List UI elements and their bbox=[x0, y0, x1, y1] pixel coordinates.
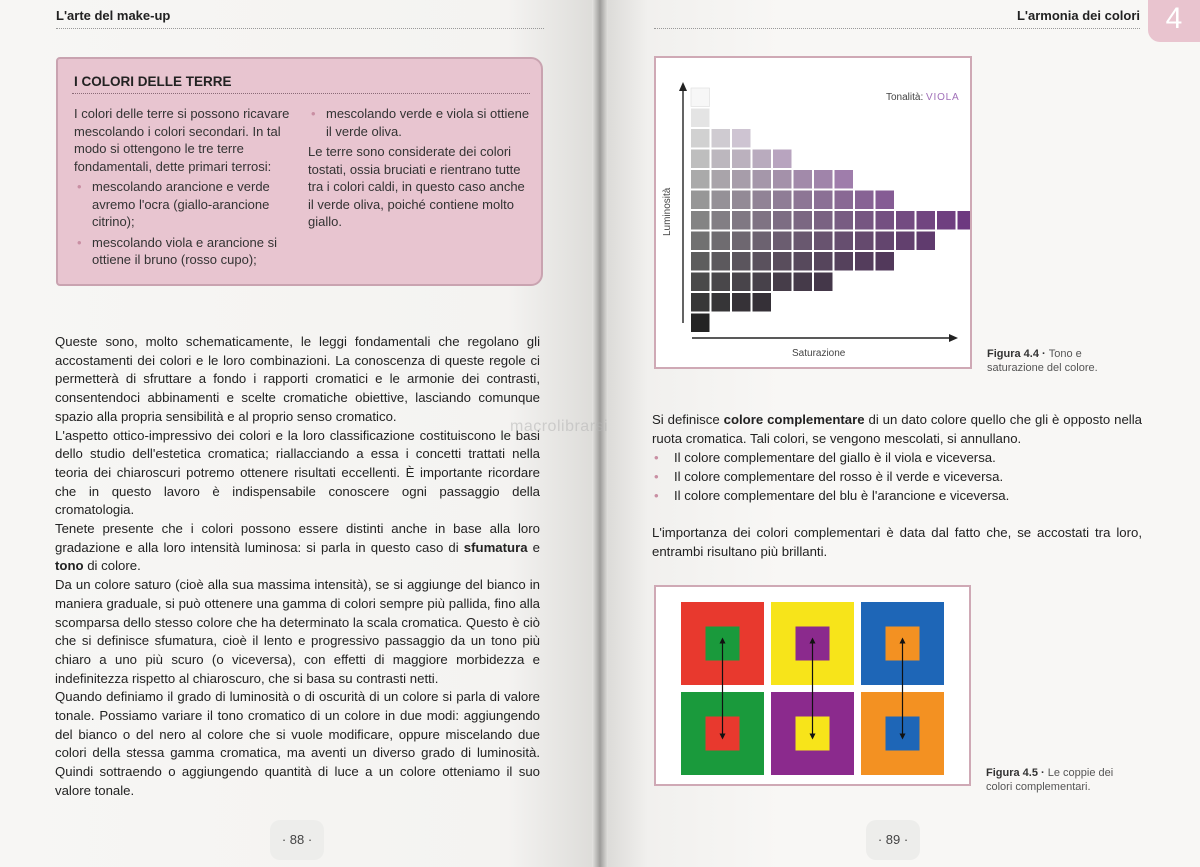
color-swatch bbox=[691, 252, 710, 271]
body-text-right bbox=[652, 410, 1142, 561]
x-axis-arrow-icon bbox=[949, 334, 958, 342]
paragraph: Da un colore saturo (cioè alla sua massima intensità), se si aggiunge del bianco in maniera graduale, si può ottenere una gamma di colori sempre più pallida, fino alla scomparsa dello stesso colore che ha determinato la scala cromatica. Questo è ciò che si definisce sfumatura, cioè il lento e progressivo passaggio da un tono più chiaro a uno più scuro (o viceversa), con effetti di maggiore morbidezza e indefinitezza rispetto al chiaroscuro, che si basa su contrasti netti. bbox=[55, 577, 540, 686]
y-axis-arrow-icon bbox=[679, 82, 687, 91]
color-swatch bbox=[876, 191, 895, 210]
color-swatch bbox=[712, 232, 731, 251]
body-text-left bbox=[55, 333, 540, 801]
list-item: • Il colore complementare del blu è l'arancione e viceversa. bbox=[652, 486, 1142, 505]
color-swatch bbox=[794, 232, 813, 251]
pairs-group bbox=[681, 602, 944, 775]
color-swatch bbox=[732, 252, 751, 271]
color-swatch bbox=[753, 211, 772, 230]
color-swatch bbox=[753, 170, 772, 189]
color-swatch bbox=[773, 150, 792, 169]
box-bullet: • mescolando verde e viola si ottiene il verde oliva. bbox=[308, 105, 530, 140]
color-swatch bbox=[896, 211, 915, 230]
color-swatch bbox=[794, 252, 813, 271]
color-swatch bbox=[712, 211, 731, 230]
color-swatch bbox=[732, 293, 751, 312]
color-swatch bbox=[753, 252, 772, 271]
color-swatch bbox=[773, 232, 792, 251]
running-head-left: L'arte del make-up bbox=[56, 8, 171, 23]
color-swatch bbox=[712, 150, 731, 169]
header-rule bbox=[654, 28, 1140, 29]
color-swatch bbox=[691, 232, 710, 251]
paragraph: Si definisce colore complementare di un dato colore quello che gli è opposto nella ruota cromatica. Tali colori, se vengono mescolati, si annullano. bbox=[652, 412, 1143, 446]
color-swatch bbox=[732, 232, 751, 251]
box-bullet: • mescolando viola e arancione si ottiene il bruno (rosso cupo); bbox=[74, 234, 296, 269]
left-page bbox=[0, 0, 598, 867]
color-swatch bbox=[732, 129, 751, 148]
color-swatch bbox=[712, 191, 731, 210]
color-swatch bbox=[876, 232, 895, 251]
color-swatch bbox=[814, 170, 833, 189]
color-swatch bbox=[753, 150, 772, 169]
box-bullet: • mescolando arancione e verde avremo l'ocra (giallo-arancione citrino); bbox=[74, 178, 296, 231]
info-box-colori-terre bbox=[56, 57, 543, 286]
header-rule bbox=[56, 28, 544, 29]
color-swatch bbox=[855, 252, 874, 271]
color-swatch bbox=[691, 191, 710, 210]
paragraph: Tenete presente che i colori possono essere distinti anche in base alla loro gradazione e alla loro intensità luminosa: si parla in questo caso di sfumatura e tono di colore. bbox=[55, 521, 540, 574]
color-swatch bbox=[835, 191, 854, 210]
paragraph: Queste sono, molto schematicamente, le leggi fondamentali che regolano gli accostamenti dei colori e le loro combinazioni. La conoscenza di queste regole ci permetterà di sfruttare a fondo i rapporti cromatici e le armonie dei contrasti, consentendoci abbinamenti e scelte cromatiche obiettive, lasciando comunque spazio alla propria sensibilità e al proprio senso cromatico. bbox=[55, 334, 540, 424]
tone-saturation-chart bbox=[656, 58, 970, 367]
running-head-right: L'armonia dei colori bbox=[1016, 8, 1140, 23]
box-intro: I colori delle terre si possono ricavare mescolando i colori secondari. In tal modo si ottengono le tre terre fondamentali, dette primari terrosi: bbox=[74, 106, 290, 174]
color-swatch bbox=[712, 293, 731, 312]
bold-term: tono bbox=[55, 558, 84, 574]
color-swatch bbox=[876, 252, 895, 271]
bold-term: sfumatura bbox=[463, 539, 528, 555]
color-swatch bbox=[835, 252, 854, 271]
color-swatch bbox=[794, 170, 813, 189]
color-swatch bbox=[691, 211, 710, 230]
color-swatch bbox=[732, 191, 751, 210]
color-swatch bbox=[855, 211, 874, 230]
color-swatch bbox=[691, 293, 710, 312]
color-swatch bbox=[691, 129, 710, 148]
color-swatch bbox=[917, 211, 936, 230]
list-item: • Il colore complementare del giallo è il viola e viceversa. bbox=[652, 448, 1142, 467]
color-swatch bbox=[753, 191, 772, 210]
page-number-left: · 88 · bbox=[270, 820, 324, 860]
color-swatch bbox=[794, 211, 813, 230]
color-swatch bbox=[732, 211, 751, 230]
box-column-2 bbox=[308, 105, 530, 231]
x-axis-label: Saturazione bbox=[792, 348, 846, 359]
color-swatch bbox=[835, 211, 854, 230]
color-swatch bbox=[773, 252, 792, 271]
paragraph: L'importanza dei colori complementari è data dal fatto che, se accostati tra loro, entrambi risultano più brillanti. bbox=[652, 525, 1142, 559]
color-swatch bbox=[814, 191, 833, 210]
color-swatch bbox=[937, 211, 956, 230]
color-swatch bbox=[814, 273, 833, 292]
color-swatch bbox=[794, 273, 813, 292]
color-swatch bbox=[691, 109, 710, 128]
color-swatch bbox=[896, 232, 915, 251]
color-swatch bbox=[691, 170, 710, 189]
figure-caption-4-4: Figura 4.4 · Tono e saturazione del colore. bbox=[987, 348, 1098, 374]
y-axis-label: Luminosità bbox=[662, 187, 673, 236]
color-swatch bbox=[753, 273, 772, 292]
color-swatch bbox=[753, 293, 772, 312]
box-title: I COLORI DELLE TERRE bbox=[74, 74, 232, 89]
color-swatch bbox=[691, 314, 710, 333]
color-swatch bbox=[876, 211, 895, 230]
tonality-label: Tonalità: VIOLA bbox=[886, 92, 960, 103]
paragraph: L'aspetto ottico-impressivo dei colori e la loro classificazione costituiscono le basi dello studio dell'estetica cromatica; riallacciando a essa i concetti trattati nella teoria dei chiaroscuri potremo ottenere risultati eccellenti. È importante ricordare che in questo lavoro è indispensabile conoscere ogni passaggio della cromatologia. bbox=[55, 427, 540, 518]
color-swatch bbox=[712, 252, 731, 271]
complementary-pairs-illustration bbox=[656, 587, 969, 784]
color-swatch bbox=[794, 191, 813, 210]
color-swatch bbox=[691, 273, 710, 292]
watermark: macrolibrarsi bbox=[510, 418, 609, 435]
color-swatch bbox=[814, 232, 833, 251]
color-swatch bbox=[814, 252, 833, 271]
right-page bbox=[600, 0, 1200, 867]
box-column-1 bbox=[74, 105, 296, 269]
color-swatch bbox=[958, 211, 971, 230]
paragraph: Quando definiamo il grado di luminosità o di oscurità di un colore si parla di valore tonale. Possiamo variare il tono cromatico di un colore in due modi: aggiungendo del bianco o del nero al colore che si vuole modificare, oppure miscelando due colori della stessa gamma cromatica, ma aventi un diverso grado di luminosità. Quindi sottraendo o aggiungendo quantità di luce a un colore otteniamo il suo valore tonale. bbox=[55, 689, 540, 798]
swatch-grid bbox=[691, 88, 970, 332]
color-swatch bbox=[732, 170, 751, 189]
figure-complementary-pairs bbox=[654, 585, 971, 786]
figure-tone-saturation bbox=[654, 56, 972, 369]
color-swatch bbox=[773, 273, 792, 292]
color-swatch bbox=[917, 232, 936, 251]
color-swatch bbox=[712, 170, 731, 189]
list-item: • Il colore complementare del rosso è il verde e viceversa. bbox=[652, 467, 1142, 486]
chapter-tab: 4 bbox=[1148, 0, 1200, 42]
color-swatch bbox=[773, 211, 792, 230]
color-swatch bbox=[835, 232, 854, 251]
figure-caption-4-5: Figura 4.5 · Le coppie dei colori complementari. bbox=[986, 767, 1114, 793]
color-swatch bbox=[773, 191, 792, 210]
box-divider bbox=[72, 93, 530, 94]
color-swatch bbox=[855, 232, 874, 251]
box-text: Le terre sono considerate dei colori tostati, ossia bruciati e rientrano tutte tra i colori caldi, in questo caso anche il verde oliva, poiché contiene molto giallo. bbox=[308, 144, 525, 229]
color-swatch bbox=[814, 211, 833, 230]
color-swatch bbox=[753, 232, 772, 251]
color-swatch bbox=[712, 129, 731, 148]
color-swatch bbox=[732, 273, 751, 292]
color-swatch bbox=[691, 150, 710, 169]
bold-term: colore complementare bbox=[723, 412, 865, 427]
color-swatch bbox=[732, 150, 751, 169]
color-swatch bbox=[855, 191, 874, 210]
color-swatch bbox=[712, 273, 731, 292]
color-swatch bbox=[773, 170, 792, 189]
page-number-right: · 89 · bbox=[866, 820, 920, 860]
color-swatch bbox=[691, 88, 710, 107]
color-swatch bbox=[835, 170, 854, 189]
